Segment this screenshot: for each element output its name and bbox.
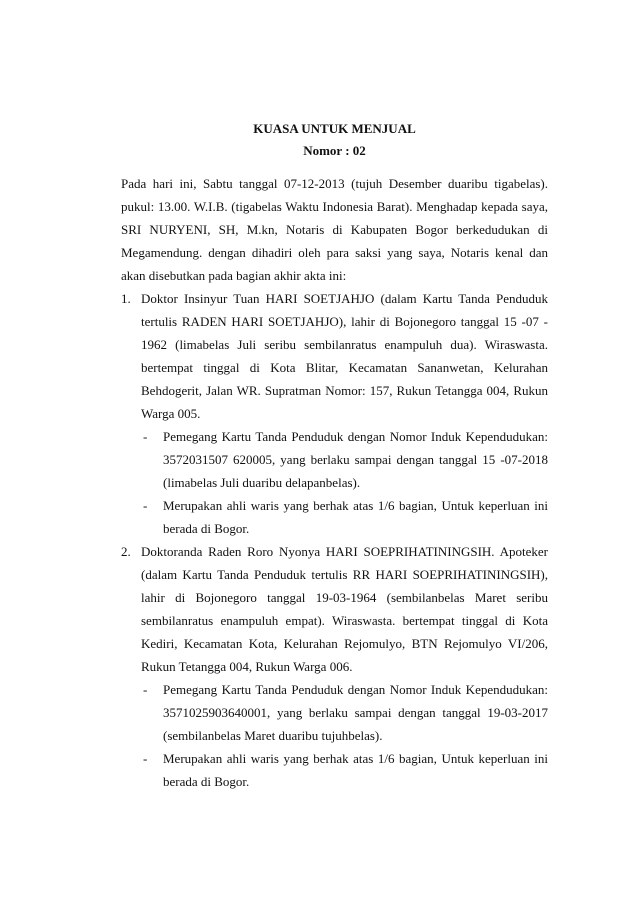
- sub-item-text: Merupakan ahli waris yang berhak atas 1/6 bagian, Untuk keperluan ini berada di Bogor.: [163, 498, 548, 536]
- sub-item-text: Pemegang Kartu Tanda Penduduk dengan Nomor Induk Kependudukan: 3572031507 620005, yang berlaku sampai dengan tanggal 15 -07-2018 (limabelas Juli duaribu delapanbelas).: [163, 429, 548, 490]
- sub-item: [141, 678, 548, 747]
- document-title: KUASA UNTUK MENJUAL: [253, 121, 416, 136]
- sub-item-text: Pemegang Kartu Tanda Penduduk dengan Nomor Induk Kependudukan: 3571025903640001, yang berlaku sampai dengan tanggal 19-03-2017 (sembilanbelas Maret duaribu tujuhbelas).: [163, 682, 548, 743]
- sub-item-dash: -: [143, 751, 148, 766]
- document-number: Nomor : 02: [303, 143, 366, 158]
- sub-item: [141, 494, 548, 540]
- sub-item-dash: -: [143, 498, 148, 513]
- sub-item-dash: -: [143, 429, 148, 444]
- list-item-text: Doktoranda Raden Roro Nyonya HARI SOEPRIHATININGSIH. Apoteker (dalam Kartu Tanda Penduduk tertulis RR HARI SOEPRIHATININGSIH), lahir di Bojonegoro tanggal 19-03-1964 (sembilanbelas Maret seribu sembilanratus enampuluh empat). Wiraswasta. bertempat tinggal di Kota Kediri, Kecamatan Kota, Kelurahan Rejomulyo, BTN Rejomulyo VI/206, Rukun Tetangga 004, Rukun Warga 006.: [141, 544, 548, 674]
- list-item-number: 1.: [121, 291, 131, 306]
- intro-paragraph: Pada hari ini, Sabtu tanggal 07-12-2013 (tujuh Desember duaribu tigabelas). pukul: 13.00. W.I.B. (tigabelas Waktu Indonesia Barat). Menghadap kepada saya, SRI NURYENI, SH, M.kn, Notaris di Kabupaten Bogor berkedudukan di Megamendung. dengan dihadiri oleh para saksi yang saya, Notaris kenal dan akan disebutkan pada bagian akhir akta ini:: [121, 176, 548, 283]
- document-page: [121, 118, 548, 793]
- sub-item-dash: -: [143, 682, 148, 697]
- sub-item: [141, 747, 548, 793]
- sub-item-text: Merupakan ahli waris yang berhak atas 1/6 bagian, Untuk keperluan ini berada di Bogor.: [163, 751, 548, 789]
- sub-item: [141, 425, 548, 494]
- list-item: [121, 287, 548, 540]
- list-item-text: Doktor Insinyur Tuan HARI SOETJAHJO (dalam Kartu Tanda Penduduk tertulis RADEN HARI SOETJAHJO), lahir di Bojonegoro tanggal 15 -07 - 1962 (limabelas Juli seribu sembilanratus enampuluh dua). Wiraswasta. bertempat tinggal di Kota Blitar, Kecamatan Sananwetan, Kelurahan Behdogerit, Jalan WR. Supratman Nomor: 157, Rukun Tetangga 004, Rukun Warga 005.: [141, 291, 548, 421]
- list-item: [121, 540, 548, 793]
- list-item-number: 2.: [121, 544, 131, 559]
